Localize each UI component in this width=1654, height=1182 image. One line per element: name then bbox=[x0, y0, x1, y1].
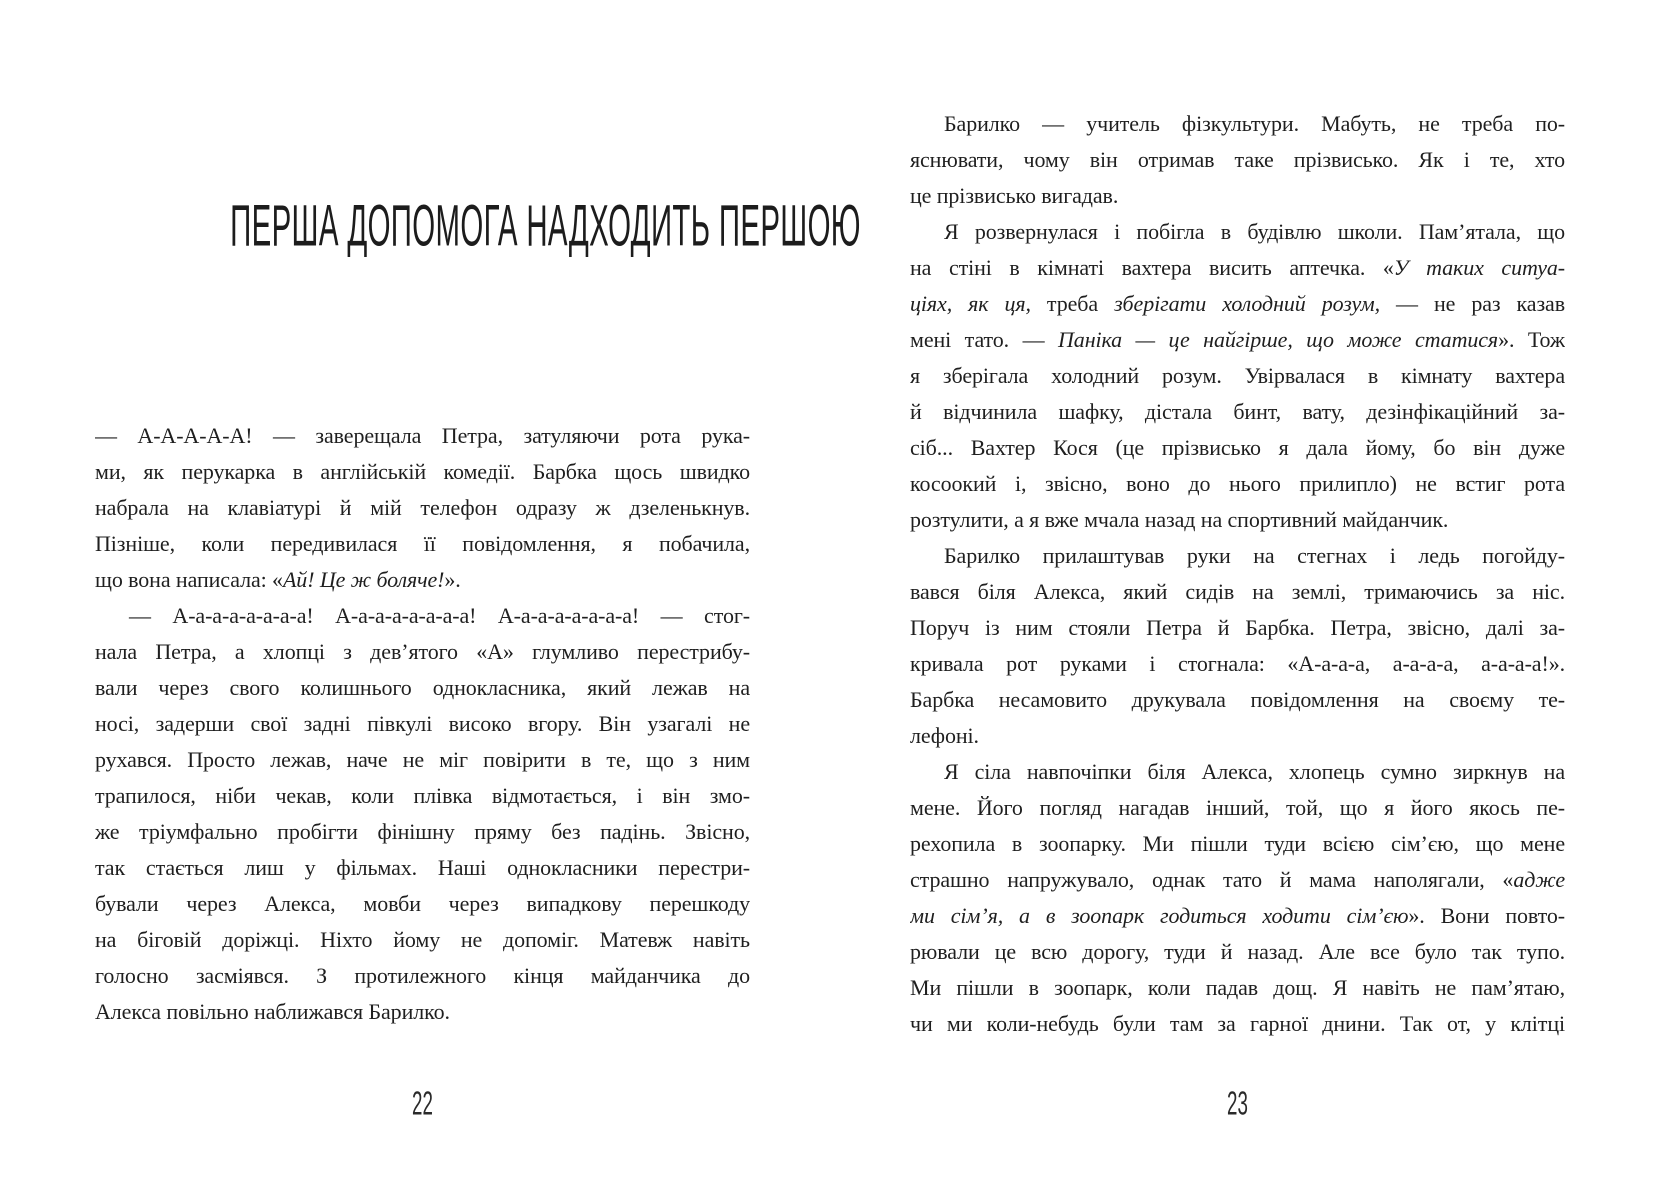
text-line bbox=[910, 358, 1565, 394]
text-line bbox=[910, 538, 1565, 574]
text-segment: рухався. Просто лежав, наче не міг повірити в те, що з ним bbox=[95, 747, 750, 772]
text-segment: ». bbox=[444, 567, 461, 592]
text-segment: зберігати холодний розум, bbox=[1114, 291, 1381, 316]
text-line bbox=[910, 574, 1565, 610]
text-segment: косоокий і, звісно, воно до нього прилипло) не встиг рота bbox=[910, 471, 1565, 496]
text-line bbox=[95, 958, 750, 994]
page-body bbox=[95, 418, 750, 1030]
text-segment: — не раз казав bbox=[1380, 291, 1565, 316]
text-segment: вався біля Алекса, який сидів на землі, тримаючись за ніс. bbox=[910, 579, 1565, 604]
text-line bbox=[910, 646, 1565, 682]
text-segment: лефоні. bbox=[910, 723, 979, 748]
text-segment: бували через Алекса, мовби через випадкову перешкоду bbox=[95, 891, 750, 916]
text-segment: набрала на клавіатурі й мій телефон одразу ж дзеленькнув. bbox=[95, 495, 750, 520]
text-line bbox=[95, 598, 750, 634]
text-line bbox=[95, 994, 750, 1030]
text-segment: чи ми коли-небудь були там за гарної днини. Так от, у клітці bbox=[910, 1011, 1565, 1036]
text-line bbox=[95, 922, 750, 958]
text-segment: ми сім’я, а в зоопарк годиться ходити сім’єю bbox=[910, 903, 1409, 928]
text-segment: що вона написала: « bbox=[95, 567, 283, 592]
text-line bbox=[910, 394, 1565, 430]
text-segment: носі, задерши свої задні півкулі високо вгору. Він узагалі не bbox=[95, 711, 750, 736]
text-line bbox=[910, 466, 1565, 502]
text-segment: треба bbox=[1030, 291, 1115, 316]
text-line bbox=[910, 934, 1565, 970]
text-segment: же тріумфально пробігти фінішну пряму без падінь. Звісно, bbox=[95, 819, 750, 844]
text-segment: яснювати, чому він отримав таке прізвисько. Як і те, хто bbox=[910, 147, 1565, 172]
text-line bbox=[95, 634, 750, 670]
text-segment: рювали це всю дорогу, туди й назад. Але все було так тупо. bbox=[910, 939, 1565, 964]
text-segment: Пізніше, коли передивилася її повідомлення, я побачила, bbox=[95, 531, 750, 556]
text-segment: голосно засміявся. З протилежного кінця майданчика до bbox=[95, 963, 750, 988]
chapter-title bbox=[95, 193, 861, 258]
text-segment: мене. Його погляд нагадав інший, той, що я його якось пе- bbox=[910, 795, 1565, 820]
text-segment: Ай! Це ж боляче! bbox=[282, 567, 445, 592]
text-line bbox=[910, 754, 1565, 790]
text-segment: й відчинила шафку, дістала бинт, вату, дезінфікаційний за- bbox=[910, 399, 1565, 424]
text-line bbox=[95, 526, 750, 562]
text-segment: рехопила в зоопарку. Ми пішли туди всією сім’єю, що мене bbox=[910, 831, 1565, 856]
text-segment: на біговій доріжці. Ніхто йому не допоміг. Матевж навіть bbox=[95, 927, 750, 952]
text-line bbox=[910, 790, 1565, 826]
text-segment: ціях, як ця, bbox=[910, 291, 1031, 316]
text-line bbox=[95, 670, 750, 706]
text-segment: кривала рот руками і стогнала: «А-а-а-а, а-а-а-а, а-а-а-а!». bbox=[910, 651, 1565, 676]
text-segment: Поруч із ним стояли Петра й Барбка. Петра, звісно, далі за- bbox=[910, 615, 1565, 640]
text-segment: ». Вони повто- bbox=[1408, 903, 1565, 928]
text-segment: У таких ситуа- bbox=[1393, 255, 1565, 280]
text-segment: ». Тож bbox=[1498, 327, 1565, 352]
text-line bbox=[95, 778, 750, 814]
text-line bbox=[910, 106, 1565, 142]
text-segment: ми, як перукарка в англійській комедії. Барбка щось швидко bbox=[95, 459, 750, 484]
text-line bbox=[910, 142, 1565, 178]
text-segment: так стається лиш у фільмах. Наші однокласники перестри- bbox=[95, 855, 750, 880]
text-segment: страшно напружувало, однак тато й мама наполягали, « bbox=[910, 867, 1514, 892]
page-number bbox=[95, 1083, 750, 1123]
text-line bbox=[95, 742, 750, 778]
text-line bbox=[910, 214, 1565, 250]
text-segment: Ми пішли в зоопарк, коли падав дощ. Я навіть не пам’ятаю, bbox=[910, 975, 1565, 1000]
text-segment: адже bbox=[1513, 867, 1565, 892]
page-number-text: 23 bbox=[1227, 1083, 1248, 1123]
page-body bbox=[910, 106, 1565, 1042]
text-segment: Барбка несамовито друкувала повідомлення на своєму те- bbox=[910, 687, 1565, 712]
text-line bbox=[910, 286, 1565, 322]
text-segment: на стіні в кімнаті вахтера висить аптечка. « bbox=[910, 255, 1394, 280]
text-line bbox=[95, 418, 750, 454]
page-number bbox=[910, 1083, 1565, 1123]
text-line bbox=[910, 718, 1565, 754]
text-line bbox=[910, 898, 1565, 934]
text-segment: Барилко — учитель фізкультури. Мабуть, не треба по- bbox=[944, 111, 1565, 136]
text-segment: трапилося, ніби чекав, коли плівка відмотається, і він змо- bbox=[95, 783, 750, 808]
text-line bbox=[910, 502, 1565, 538]
text-segment: Паніка — це найгірше, що може статися bbox=[1058, 327, 1499, 352]
text-line bbox=[95, 850, 750, 886]
text-line bbox=[910, 178, 1565, 214]
text-segment: мені тато. — bbox=[910, 327, 1058, 352]
text-segment: це прізвисько вигадав. bbox=[910, 183, 1119, 208]
text-line bbox=[95, 454, 750, 490]
text-line bbox=[910, 430, 1565, 466]
text-segment: Я розвернулася і побігла в будівлю школи. Пам’ятала, що bbox=[944, 219, 1565, 244]
text-segment: Барилко прилаштував руки на стегнах і ледь погойду- bbox=[944, 543, 1565, 568]
text-segment: Я сіла навпочіпки біля Алекса, хлопець сумно зиркнув на bbox=[944, 759, 1565, 784]
text-line bbox=[95, 562, 750, 598]
text-line bbox=[910, 862, 1565, 898]
page-number-text: 22 bbox=[412, 1083, 433, 1123]
text-line bbox=[95, 706, 750, 742]
text-line bbox=[910, 682, 1565, 718]
text-segment: я зберігала холодний розум. Увірвалася в кімнату вахтера bbox=[910, 363, 1565, 388]
text-line bbox=[910, 322, 1565, 358]
text-segment: розтулити, а я вже мчала назад на спортивний майданчик. bbox=[910, 507, 1449, 532]
chapter-title-text: ПЕРША ДОПОМОГА НАДХОДИТЬ ПЕРШОЮ bbox=[230, 193, 861, 258]
text-line bbox=[910, 1006, 1565, 1042]
text-line bbox=[910, 250, 1565, 286]
text-segment: — А-а-а-а-а-а-а-а! А-а-а-а-а-а-а-а! А-а-а-а-а-а-а-а! — стог- bbox=[129, 603, 750, 628]
text-segment: сіб... Вахтер Кося (це прізвисько я дала йому, бо він дуже bbox=[910, 435, 1565, 460]
text-line bbox=[910, 826, 1565, 862]
text-line bbox=[95, 886, 750, 922]
text-segment: нала Петра, а хлопці з дев’ятого «А» глумливо перестрибу- bbox=[95, 639, 750, 664]
text-segment: вали через свого колишнього однокласника, який лежав на bbox=[95, 675, 750, 700]
text-line bbox=[910, 970, 1565, 1006]
text-segment: — А-А-А-А-А! — заверещала Петра, затуляючи рота рука- bbox=[95, 423, 750, 448]
text-line bbox=[95, 490, 750, 526]
text-line bbox=[95, 814, 750, 850]
text-line bbox=[910, 610, 1565, 646]
text-segment: Алекса повільно наближався Барилко. bbox=[95, 999, 450, 1024]
